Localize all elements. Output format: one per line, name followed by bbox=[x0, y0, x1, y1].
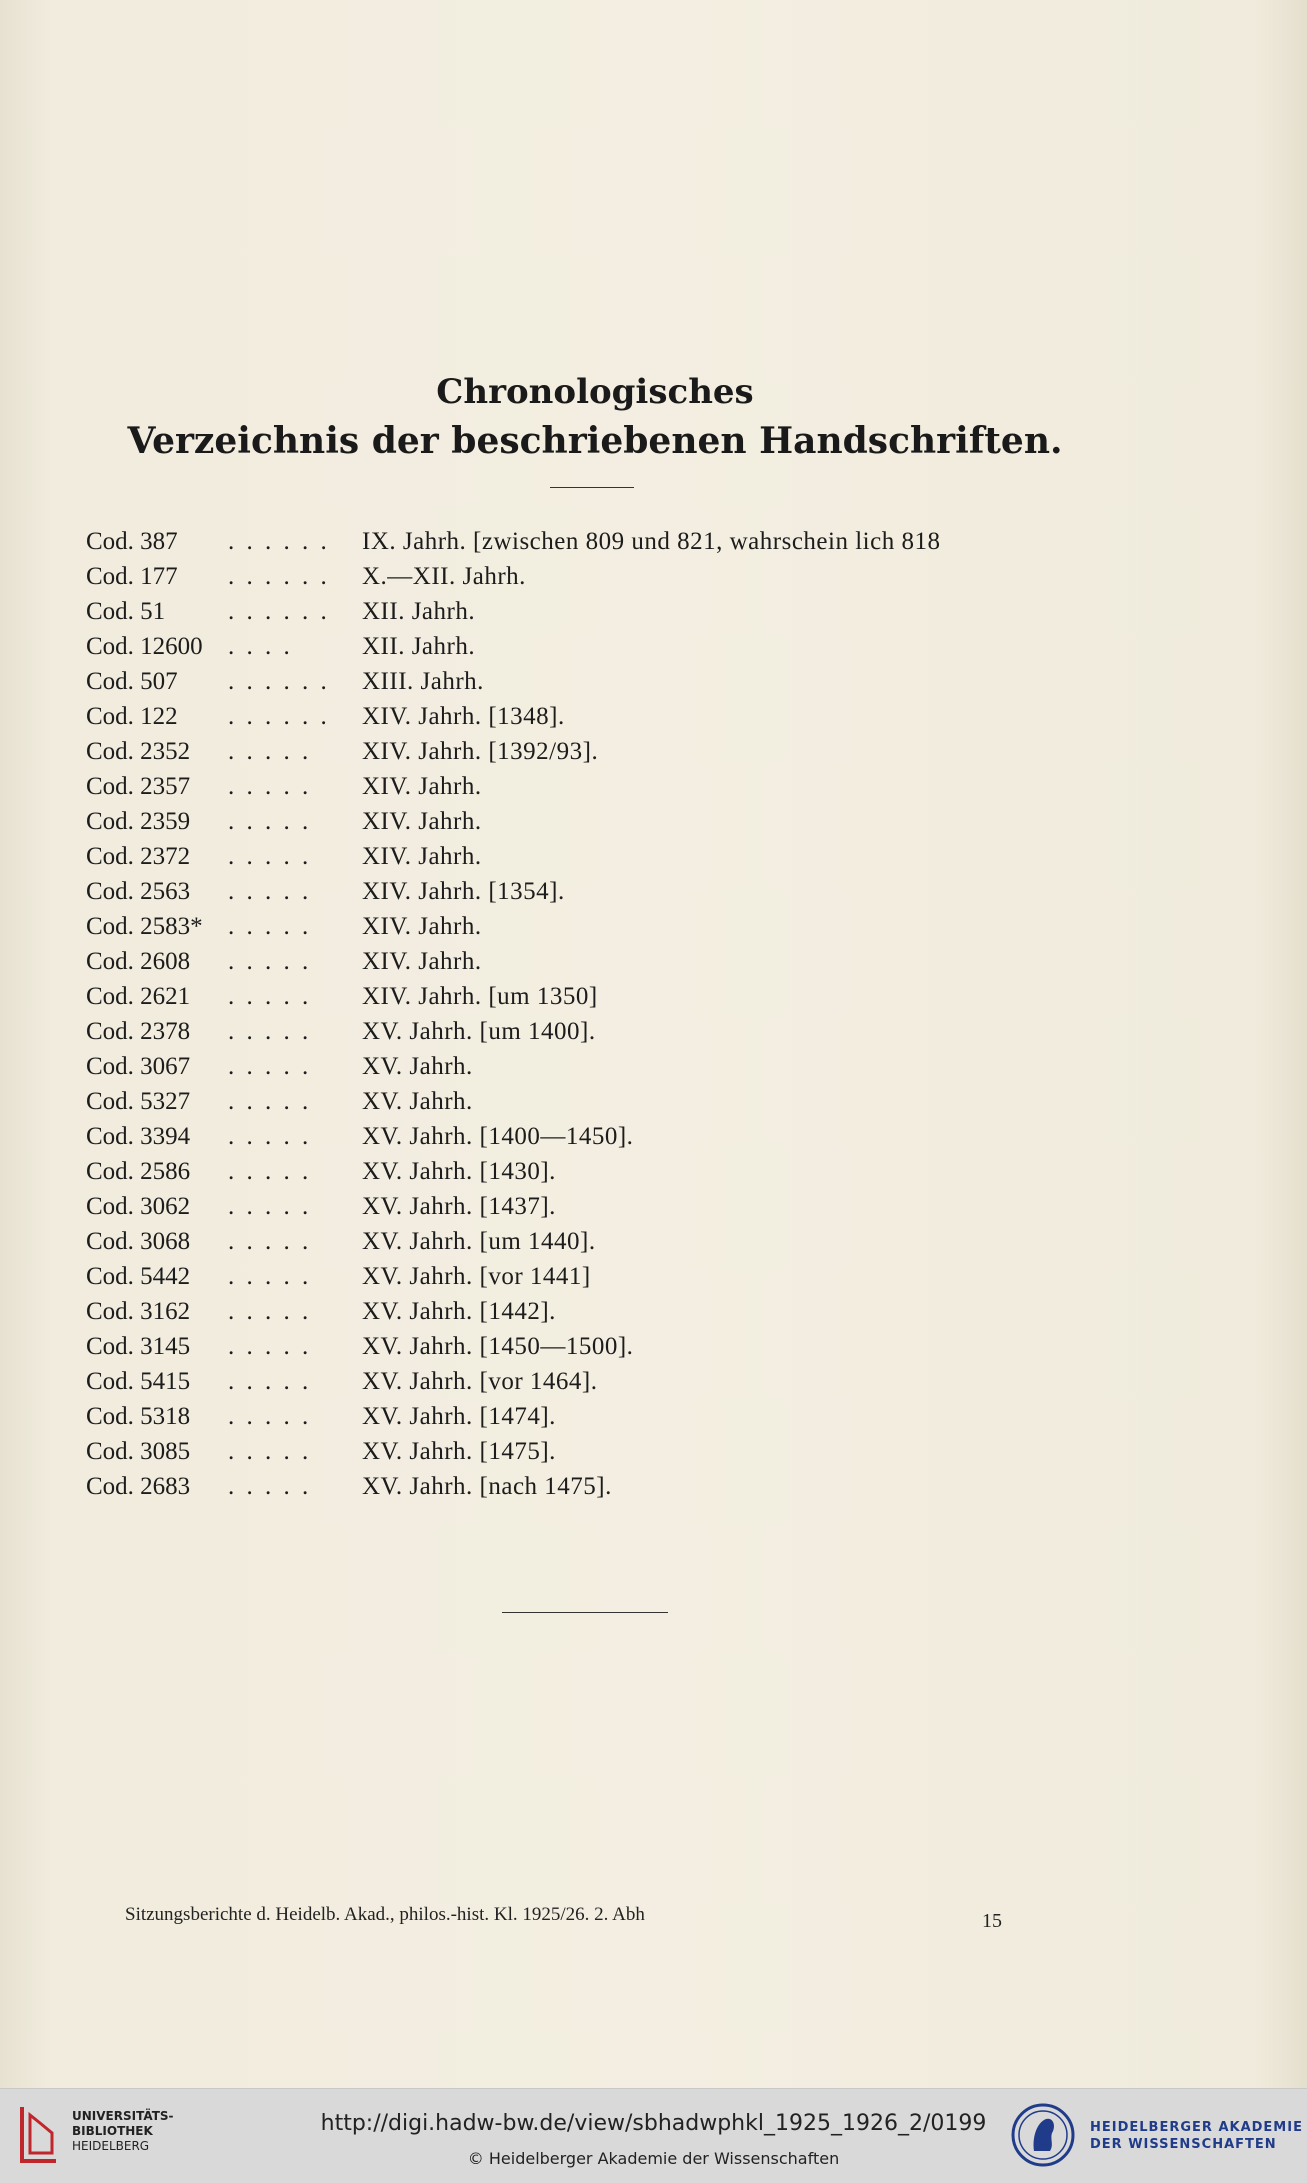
entry-code: Cod. 507 bbox=[86, 668, 178, 695]
entry-dating: XIII. Jahrh. bbox=[362, 668, 484, 695]
entry-code: Cod. 2563 bbox=[86, 878, 191, 905]
entry-dating: XV. Jahrh. [1450—1500]. bbox=[362, 1333, 634, 1360]
entry-code: Cod. 12600 bbox=[86, 633, 203, 660]
permalink-url[interactable]: http://digi.hadw-bw.de/view/sbhadwphkl_1925_1926_2/0199 bbox=[320, 2111, 987, 2136]
entry-dating: XIV. Jahrh. [1348]. bbox=[362, 703, 565, 730]
entry-dating: XIV. Jahrh. [um 1350] bbox=[362, 983, 598, 1010]
entry-code: Cod. 3085 bbox=[86, 1438, 191, 1465]
entry-dating: XV. Jahrh. [um 1440]. bbox=[362, 1228, 596, 1255]
entry-dating: XV. Jahrh. [nach 1475]. bbox=[362, 1473, 612, 1500]
end-divider bbox=[502, 1612, 668, 1613]
entry-code: Cod. 2586 bbox=[86, 1158, 191, 1185]
entry-leader-dots: . . . . . bbox=[228, 808, 312, 835]
entry-code: Cod. 2683 bbox=[86, 1473, 191, 1500]
entry-code: Cod. 387 bbox=[86, 528, 178, 555]
entry-leader-dots: . . . . . . bbox=[228, 528, 330, 555]
entry-leader-dots: . . . . . bbox=[228, 1263, 312, 1290]
entry-dating: XV. Jahrh. [vor 1441] bbox=[362, 1263, 591, 1290]
title-line-1: Chronologisches bbox=[436, 372, 754, 412]
entry-dating: XV. Jahrh. [1474]. bbox=[362, 1403, 556, 1430]
entry-code: Cod. 2352 bbox=[86, 738, 191, 765]
entry-dating: XII. Jahrh. bbox=[362, 598, 476, 625]
entry-leader-dots: . . . . . bbox=[228, 738, 312, 765]
footer-citation: Sitzungsberichte d. Heidelb. Akad., philos.-hist. Kl. 1925/26. 2. Abh bbox=[125, 1904, 645, 1925]
entry-leader-dots: . . . . . bbox=[228, 773, 312, 800]
entry-dating: XIV. Jahrh. bbox=[362, 913, 482, 940]
entry-code: Cod. 2608 bbox=[86, 948, 191, 975]
academy-seal-icon[interactable] bbox=[1010, 2099, 1076, 2171]
entry-leader-dots: . . . . . bbox=[228, 1298, 312, 1325]
entry-code: Cod. 3062 bbox=[86, 1193, 191, 1220]
title-line-2: Verzeichnis der beschriebenen Handschriften. bbox=[127, 420, 1063, 462]
entry-leader-dots: . . . . . bbox=[228, 1158, 312, 1185]
entry-code: Cod. 3394 bbox=[86, 1123, 191, 1150]
entry-dating: XIV. Jahrh. [1392/93]. bbox=[362, 738, 599, 765]
copyright-notice: © Heidelberger Akademie der Wissenschaften bbox=[467, 2149, 840, 2168]
ub-line-1: UNIVERSITÄTS- bbox=[72, 2109, 174, 2123]
entry-leader-dots: . . . . . bbox=[228, 878, 312, 905]
entry-dating: XV. Jahrh. [1437]. bbox=[362, 1193, 556, 1220]
entry-dating: XII. Jahrh. bbox=[362, 633, 476, 660]
entry-leader-dots: . . . . . . bbox=[228, 668, 330, 695]
entry-leader-dots: . . . . . bbox=[228, 948, 312, 975]
title-divider bbox=[550, 487, 634, 488]
entry-code: Cod. 2583* bbox=[86, 913, 203, 940]
entry-leader-dots: . . . . . bbox=[228, 1368, 312, 1395]
entry-leader-dots: . . . . . bbox=[228, 1438, 312, 1465]
entry-dating: XIV. Jahrh. bbox=[362, 843, 482, 870]
entry-code: Cod. 3162 bbox=[86, 1298, 191, 1325]
academy-name bbox=[1090, 2119, 1303, 2153]
entry-leader-dots: . . . . . bbox=[228, 1473, 312, 1500]
entry-leader-dots: . . . . bbox=[228, 633, 293, 660]
entry-dating: XV. Jahrh. bbox=[362, 1088, 473, 1115]
page-number: 15 bbox=[982, 1910, 1002, 1932]
academy-line-1: HEIDELBERGER AKADEMIE bbox=[1090, 2120, 1303, 2135]
entry-code: Cod. 177 bbox=[86, 563, 178, 590]
entry-leader-dots: . . . . . bbox=[228, 843, 312, 870]
entry-dating: XV. Jahrh. [1400—1450]. bbox=[362, 1123, 634, 1150]
entry-dating: XV. Jahrh. [vor 1464]. bbox=[362, 1368, 598, 1395]
entry-code: Cod. 3068 bbox=[86, 1228, 191, 1255]
entry-code: Cod. 5415 bbox=[86, 1368, 191, 1395]
entry-dating: XV. Jahrh. [um 1400]. bbox=[362, 1018, 596, 1045]
entry-code: Cod. 3145 bbox=[86, 1333, 191, 1360]
entry-code: Cod. 2378 bbox=[86, 1018, 191, 1045]
entry-leader-dots: . . . . . bbox=[228, 1088, 312, 1115]
entry-leader-dots: . . . . . bbox=[228, 1018, 312, 1045]
viewer-footer-bar bbox=[0, 2088, 1307, 2183]
entry-code: Cod. 2372 bbox=[86, 843, 191, 870]
entry-code: Cod. 2357 bbox=[86, 773, 191, 800]
entry-dating: XV. Jahrh. [1442]. bbox=[362, 1298, 556, 1325]
entry-leader-dots: . . . . . bbox=[228, 1193, 312, 1220]
entry-dating: X.—XII. Jahrh. bbox=[362, 563, 526, 590]
entry-leader-dots: . . . . . bbox=[228, 1333, 312, 1360]
entry-code: Cod. 5327 bbox=[86, 1088, 191, 1115]
entry-code: Cod. 51 bbox=[86, 598, 166, 625]
entry-code: Cod. 2621 bbox=[86, 983, 191, 1010]
entry-dating: XIV. Jahrh. bbox=[362, 808, 482, 835]
entry-leader-dots: . . . . . bbox=[228, 1228, 312, 1255]
entry-dating: XIV. Jahrh. bbox=[362, 948, 482, 975]
entry-code: Cod. 3067 bbox=[86, 1053, 191, 1080]
entry-dating: XV. Jahrh. [1430]. bbox=[362, 1158, 556, 1185]
entry-leader-dots: . . . . . . bbox=[228, 598, 330, 625]
entry-dating: XV. Jahrh. bbox=[362, 1053, 473, 1080]
entry-code: Cod. 2359 bbox=[86, 808, 191, 835]
entry-leader-dots: . . . . . bbox=[228, 1053, 312, 1080]
entry-leader-dots: . . . . . bbox=[228, 983, 312, 1010]
entry-leader-dots: . . . . . . bbox=[228, 563, 330, 590]
entry-code: Cod. 5442 bbox=[86, 1263, 191, 1290]
entry-leader-dots: . . . . . bbox=[228, 913, 312, 940]
entry-code: Cod. 5318 bbox=[86, 1403, 191, 1430]
academy-line-2: DER WISSENSCHAFTEN bbox=[1090, 2137, 1277, 2152]
entry-leader-dots: . . . . . bbox=[228, 1123, 312, 1150]
entry-code: Cod. 122 bbox=[86, 703, 178, 730]
entry-dating: XIV. Jahrh. bbox=[362, 773, 482, 800]
entry-dating: XIV. Jahrh. [1354]. bbox=[362, 878, 565, 905]
entry-dating: IX. Jahrh. [zwischen 809 und 821, wahrschein lich 818 bbox=[362, 528, 941, 555]
ub-line-3: HEIDELBERG bbox=[72, 2139, 150, 2153]
entry-leader-dots: . . . . . bbox=[228, 1403, 312, 1430]
ub-line-2: BIBLIOTHEK bbox=[72, 2124, 153, 2138]
entry-leader-dots: . . . . . . bbox=[228, 703, 330, 730]
entry-dating: XV. Jahrh. [1475]. bbox=[362, 1438, 556, 1465]
